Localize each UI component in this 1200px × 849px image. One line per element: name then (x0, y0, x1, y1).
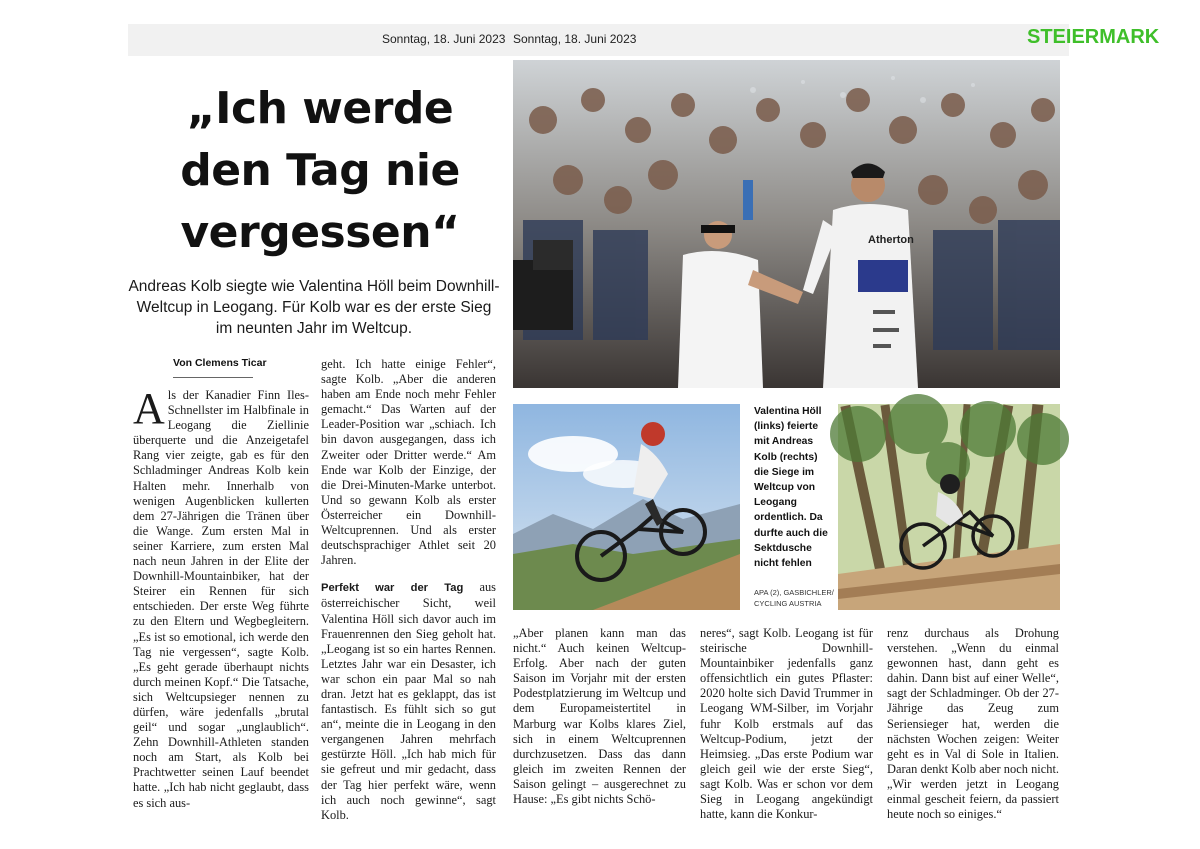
column-2-subhead: Perfekt war der Tag (321, 582, 464, 595)
photo-credit: APA (2), GASBICHLER/ CYCLING AUSTRIA (754, 588, 834, 608)
dropcap: A (133, 384, 165, 433)
article-column-1 (133, 384, 309, 828)
article-deck: Andreas Kolb siegte wie Valentina Höll beim Downhill-Weltcup in Leogang. Für Kolb war es der erste Sieg im neunten Jahr im Weltcup. (128, 278, 500, 337)
headline-line-3: vergessen“ (180, 207, 460, 258)
column-2-text: geht. Ich hatte einige Fehler“, sagte Kolb. „Aber die anderen haben am Ende noch mehr Fehler gemacht.“ Das Warten auf der Leader-Position war „schiach. Ich bin davon ausgegangen, dass ich Zweiter oder Dritter werde.“ Am Ende war Kolb der Einzige, der die Drei-Minuten-Marke unterbot. Und so gewann Kolb als erster Österreicher ein Downhill-Weltcuprennen. Und als erster deutschsprachiger Athlet seit 20 Jahren. (321, 357, 496, 568)
photo-rider-forest (838, 404, 1060, 610)
page-date-right: Sonntag, 18. Juni 2023 (513, 32, 637, 46)
page-date-left: Sonntag, 18. Juni 2023 (382, 32, 506, 46)
photo-caption: Valentina Höll (links) feierte mit Andreas Kolb (rechts) die Siege im Weltcup von Leogang ordentlich. Da durfte auch die Sektdusche nicht fehlen (754, 406, 828, 570)
headline-line-2: den Tag nie (180, 145, 460, 196)
byline: Von Clemens Ticar (173, 357, 267, 369)
photo-rider-jump (513, 404, 740, 610)
section-tag: STEIERMARK (1027, 26, 1160, 48)
article-headline (160, 78, 480, 264)
column-4-text: neres“, sagt Kolb. Leogang ist für steirische Downhill-Mountainbiker jedenfalls ganz offensichtlich ein gutes Pflaster: 2020 holte sich David Trummer in Leogang WM-Silber, im Vorjahr fuhr Kolb erstmals auf das Weltcup-Podium, jetzt der Heimsieg. „Das erste Podium war gleich geil wie der erste Sieg“, sagt Kolb. Was er schon vor dem Sieg in Leogang angekündigt hatte, kann die Konkur- (700, 626, 873, 822)
main-photo-celebration (513, 60, 1060, 388)
jersey-brand-text: Atherton (868, 234, 914, 246)
headline-line-1: „Ich werde (186, 83, 454, 134)
column-1-text: ls der Kanadier Finn Iles-Schnellster im Halbfinale in Leogang die Ziellinie überquerte und die Anzeigetafel Rang vier zeigte, gab es für den Schladminger Andreas Kolb kein Halten mehr. Innerhalb von wenigen Augenblicken kullerten dem 27-Jährigen die Tränen über die Wange. Zum ersten Mal in seiner Karriere, zum ersten Mal nach neun Jahren in der Elite der Downhill-Mountainbiker, hat der Steirer ein Rennen für sich entschieden. Der erste Weg führte zu den Eltern und Wegbegleitern. „Es ist so emotional, ich werde den Tag nie vergessen“, sagte Kolb. „Es geht gerade überhaupt nichts durch meinen Kopf.“ Die Tatsache, sich Weltcupsieger nennen zu dürfen, wäre jedenfalls „brutal geil“ und sogar „unglaublich“. Zehn Downhill-Athleten standen noch am Start, als Kolb bei Prachtwetter seinen Lauf beendet hatte. „Ich hab nicht geglaubt, dass es sich aus- (133, 388, 309, 810)
article-column-4 (700, 626, 873, 828)
article-column-2 (321, 357, 496, 827)
column-2-text-b: aus österreichischer Sicht, weil Valentina Höll sich davor auch im Frauenrennen den Sieg geholt hat. „Leogang ist so ein hartes Rennen. Letztes Jahr war ein Desaster, ich war schon ein paar Mal so nah dran. Jetzt hat es geklappt, das ist fantastisch. Es fühlt sich so gut an“, meinte die in Leogang in den vergangenen Jahren mehrfach gestürzte Höll. „Ich hab mich für sie gefreut und mir gedacht, dass der Tag hier perfekt wäre, wenn ich auch noch gewinne“, sagt Kolb. (321, 580, 496, 822)
byline-divider (173, 377, 253, 378)
article-column-5 (887, 626, 1059, 828)
article-column-3 (513, 626, 686, 828)
column-5-text: renz durchaus als Drohung verstehen. „Wenn du einmal gewonnen hast, dann geht es dahin. Dann bist auf einer Welle“, sagt der Schladminger. Ob der 27-Jährige das Zeug zum Seriensieger hat, werden die nächsten Wochen zeigen: Weiter geht es in Val di Sole in Italien. Daran denkt Kolb aber noch nicht. „Wir werden jetzt in Leogang einmal gescheit feiern, da passiert heute noch so einiges.“ (887, 626, 1059, 822)
column-3-text: „Aber planen kann man das nicht.“ Auch keinen Weltcup-Erfolg. Aber nach der guten Saison im Vorjahr mit der ersten Podestplatzierung im Weltcup und dem Europameistertitel in Marburg war Kolbs klares Ziel, sich in einem Weltcuprennen durchzusetzen. Dass das dann gleich im zweiten Rennen der Saison gelingt – ausgerechnet zu Hause: „Es gibt nichts Schö- (513, 626, 686, 807)
